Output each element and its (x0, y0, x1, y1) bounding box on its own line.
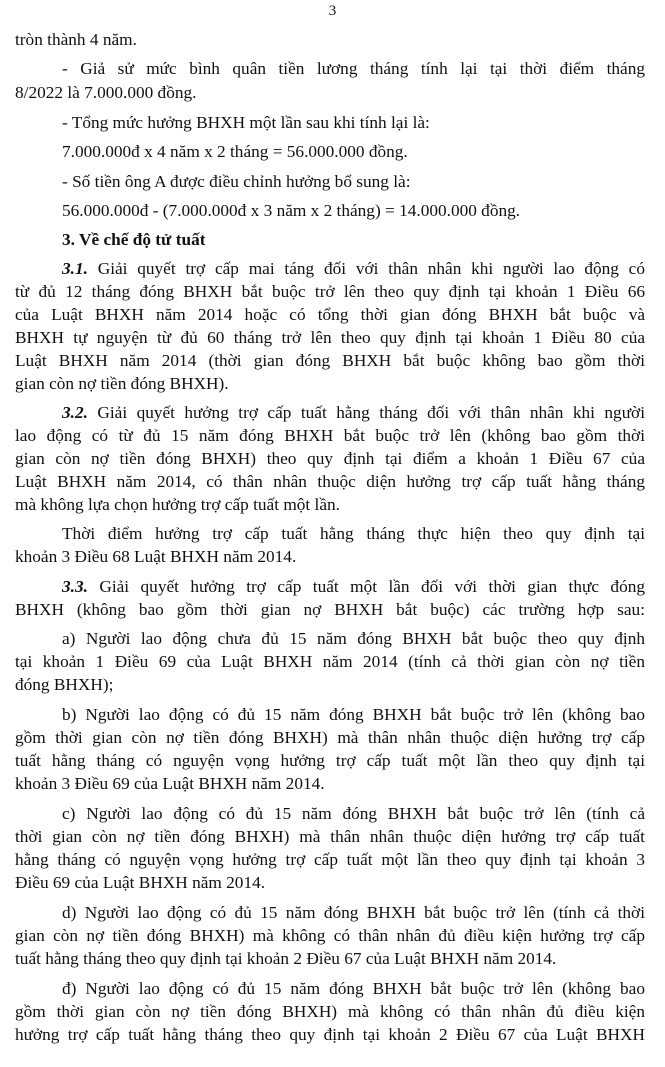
text-line (15, 849, 645, 871)
line-text: Luật BHXH năm 2014, có thân nhân thuộc diện hưởng trợ cấp tuất hằng tháng (15, 472, 645, 491)
line-text: a) Người lao động chưa đủ 15 năm đóng BHXH bắt buộc theo quy định (62, 629, 645, 648)
text-line (15, 750, 645, 772)
text-line (15, 281, 645, 303)
text-line (15, 304, 645, 326)
text-line (62, 258, 645, 280)
line-text: từ đủ 12 tháng đóng BHXH bắt buộc trở lên theo quy định tại khoản 1 Điều 66 (15, 282, 645, 301)
text-line (15, 29, 137, 51)
line-text: tròn thành 4 năm. (15, 30, 137, 49)
text-line (15, 448, 645, 470)
line-text: - Giả sử mức bình quân tiền lương tháng tính lại tại thời điểm tháng (62, 59, 645, 78)
text-line (15, 471, 645, 493)
line-text: b) Người lao động có đủ 15 năm đóng BHXH bắt buộc trở lên (không bao (62, 705, 645, 724)
line-text: đ) Người lao động có đủ 15 năm đóng BHXH bắt buộc trở lên (không bao (62, 979, 645, 998)
text-line (15, 674, 113, 696)
line-text: gồm thời gian còn nợ tiền đóng BHXH) mà không có thân nhân đủ điều kiện (15, 1002, 645, 1021)
text-line (62, 978, 645, 1000)
text-line (62, 523, 645, 545)
text-line (15, 1001, 645, 1023)
line-text: d) Người lao động có đủ 15 năm đóng BHXH bắt buộc trở lên (tính cả thời (62, 903, 645, 922)
text-line (15, 1024, 645, 1046)
text-line (62, 628, 645, 650)
text-line (62, 803, 645, 825)
text-line (15, 425, 645, 447)
text-line (15, 948, 556, 970)
line-text: hằng tháng có nguyện vọng hưởng trợ cấp tuất một lần theo quy định tại khoản 3 (15, 850, 645, 869)
line-text: tuất hằng tháng có nguyện vọng hưởng trợ cấp tuất một lần theo quy định tại (15, 751, 645, 770)
line-text: 7.000.000đ x 4 năm x 2 tháng = 56.000.000 đồng. (62, 142, 408, 161)
line-text: gian còn nợ tiền đóng BHXH). (15, 374, 229, 393)
text-line (15, 494, 340, 516)
line-text: 8/2022 là 7.000.000 đồng. (15, 83, 197, 102)
text-line (62, 112, 430, 134)
text-line (15, 651, 645, 673)
line-text: Điều 69 của Luật BHXH năm 2014. (15, 873, 266, 892)
text-line (15, 599, 645, 621)
line-text: Luật BHXH năm 2014 (thời gian đóng BHXH bắt buộc không bao gồm thời (15, 351, 645, 370)
text-line (15, 373, 229, 395)
text-line (62, 704, 645, 726)
text-line (62, 402, 645, 424)
text-line (15, 546, 296, 568)
line-text: BHXH tự nguyện từ đủ 60 tháng trở lên theo quy định tại khoản 1 Điều 80 của (15, 328, 645, 347)
line-text: khoản 3 Điều 68 Luật BHXH năm 2014. (15, 547, 297, 566)
text-line (15, 773, 325, 795)
clause-number: 3.1. (62, 259, 88, 278)
line-text: tại khoản 1 Điều 69 của Luật BHXH năm 2014 (tính cả thời gian còn nợ tiền (15, 652, 645, 671)
line-text: Thời điểm hưởng trợ cấp tuất hằng tháng thực hiện theo quy định tại (62, 524, 645, 543)
line-text: gồm thời gian còn nợ tiền đóng BHXH) mà thân nhân thuộc diện hưởng trợ cấp (15, 728, 645, 747)
line-text: đóng BHXH); (15, 675, 114, 694)
line-text: c) Người lao động có đủ 15 năm đóng BHXH bắt buộc trở lên (tính cả (62, 804, 645, 823)
clause-number: 3.3. (62, 577, 88, 596)
text-line (15, 826, 645, 848)
line-text: thời gian còn nợ tiền đóng BHXH) mà thân nhân thuộc diện hưởng trợ cấp tuất (15, 827, 645, 846)
text-line (62, 200, 520, 222)
line-text: của Luật BHXH năm 2014 hoặc có tổng thời gian đóng BHXH bắt buộc và (15, 305, 645, 324)
text-line (62, 58, 645, 80)
text-line (15, 925, 645, 947)
text-line (15, 82, 196, 104)
line-text: Giải quyết trợ cấp mai táng đối với thân nhân khi người lao động có (87, 259, 645, 278)
text-line (15, 872, 265, 894)
page-number: 3 (328, 3, 337, 19)
line-text: gian còn nợ tiền đóng BHXH) theo quy định tại điểm a khoản 1 Điều 67 của (15, 449, 645, 468)
line-text: - Tổng mức hưởng BHXH một lần sau khi tính lại là: (62, 113, 430, 132)
section-heading (62, 229, 206, 251)
line-text: lao động có từ đủ 15 năm đóng BHXH bắt buộc trở lên (không bao gồm thời (15, 426, 645, 445)
text-line (15, 327, 645, 349)
text-line (62, 171, 411, 193)
line-text: gian còn nợ tiền đóng BHXH) mà không có thân nhân đủ điều kiện hưởng trợ cấp (15, 926, 645, 945)
text-line (62, 902, 645, 924)
line-text: BHXH (không bao gồm thời gian nợ BHXH bắt buộc) các trường hợp sau: (15, 600, 645, 619)
line-text: hưởng trợ cấp tuất hằng tháng theo quy định tại khoản 2 Điều 67 của Luật BHXH (15, 1025, 645, 1044)
line-text: Giải quyết hưởng trợ cấp tuất hằng tháng đối với thân nhân khi người (87, 403, 645, 422)
line-text: tuất hằng tháng theo quy định tại khoản 2 Điều 67 của Luật BHXH năm 2014. (15, 949, 557, 968)
text-line (62, 141, 408, 163)
text-line (15, 350, 645, 372)
line-text: khoản 3 Điều 69 của Luật BHXH năm 2014. (15, 774, 325, 793)
clause-number: 3.2. (62, 403, 88, 422)
text-line (62, 576, 645, 598)
line-text: mà không lựa chọn hưởng trợ cấp tuất một lần. (15, 495, 340, 514)
line-text: Giải quyết hưởng trợ cấp tuất một lần đối với thời gian thực đóng (87, 577, 645, 596)
text-line (15, 727, 645, 749)
line-text: - Số tiền ông A được điều chỉnh hưởng bổ sung là: (62, 172, 411, 191)
line-text: 3. Về chế độ tử tuất (62, 230, 206, 249)
line-text: 56.000.000đ - (7.000.000đ x 3 năm x 2 tháng) = 14.000.000 đồng. (62, 201, 521, 220)
